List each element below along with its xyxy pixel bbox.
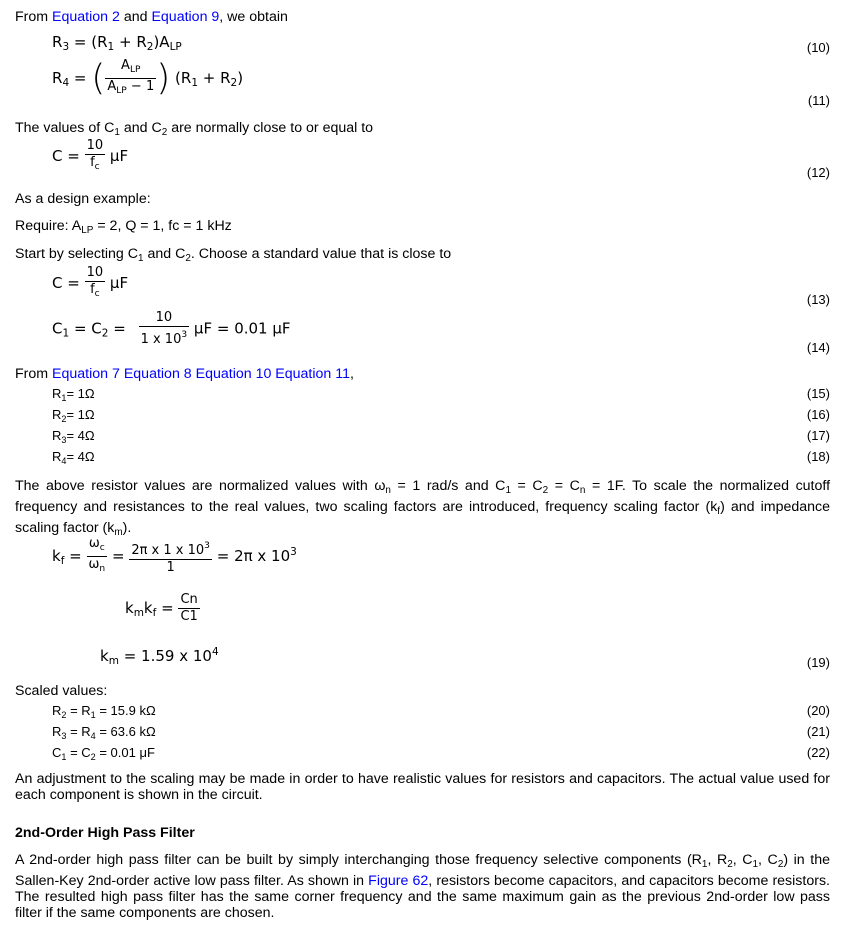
equation-10: $R_3 = (R_1 + R_2)A_{LP}$: [52, 33, 182, 53]
equation-12: C = $\frac{10}{f_c}$ μF: [52, 138, 129, 172]
kf-equation: $k_f$ = $\frac{\omega_c}{\omega_n}$ = $\frac{2\pi x 1 x 10^3}{1}$ = 2π x $10^3$: [52, 536, 297, 575]
equation-number-11: (11): [807, 93, 830, 108]
values-sentence: The values of $C_1$ and $C_2$ are normally close to or equal to: [15, 120, 374, 138]
equation-number-19: (19): [806, 655, 830, 670]
high-pass-heading: 2nd-Order High Pass Filter: [15, 825, 195, 841]
normalized-paragraph: The above resistor values are normalized values with $\omega_n = 1$ rad/s and $C_1 = C_2 = C_n = 1F$. To scale the normalized cutoff frequency and resistances to the real values, two scaling factors are introduced, frequency scaling factor $(k_f)$ and impedance scaling factor $(k_m)$.: [15, 478, 831, 538]
equation-number-14: (14): [806, 340, 830, 355]
equation-number: (21): [806, 724, 830, 739]
intro-and: and: [119, 9, 152, 25]
scaled-value-row: $R_3 = R_4 = 63.6$ kΩ: [52, 724, 156, 741]
figure-62-link[interactable]: Figure 62: [368, 873, 429, 889]
equation-13: C = $\frac{10}{f_c}$ μF: [52, 265, 129, 299]
equation-number: (18): [806, 449, 830, 464]
resistor-row: $R_2= 1\Omega$: [52, 407, 95, 424]
equation-number: (16): [806, 407, 830, 422]
scaled-value-row: $R_2 = R_1 = 15.9$ kΩ: [52, 703, 156, 720]
resistor-row: $R_3= 4\Omega$: [52, 428, 95, 445]
intro-prefix: From: [15, 9, 53, 25]
resistor-row: $R_1= 1\Omega$: [52, 386, 95, 403]
equation-11: $R_4$ = ( $\frac{A_{LP}}{A_{LP} - 1}$ ) $(R_1 + R_2)$: [52, 57, 244, 99]
equation-9-link[interactable]: Equation 9: [151, 9, 220, 25]
resistor-row: $R_4= 4\Omega$: [52, 449, 95, 466]
equation-number: (20): [806, 703, 830, 718]
intro-suffix: , we obtain: [219, 9, 288, 25]
equation-number: (22): [806, 745, 830, 760]
equation-number-10: (10): [806, 40, 830, 55]
equation-number: (17): [806, 428, 830, 443]
scaled-values-title: Scaled values:: [15, 683, 108, 699]
equation-number: (15): [806, 386, 830, 401]
kmkf-equation: $k_mk_f$ = $\frac{Cn}{C1}$: [125, 592, 198, 624]
require-line: Require: $A_{LP} = 2$, Q = 1, fc = 1 kHz: [15, 218, 232, 236]
intro-line: [15, 8, 288, 26]
equation-number-12: (12): [806, 165, 830, 180]
equation-links[interactable]: Equation 7 Equation 8 Equation 10 Equation 11: [52, 366, 350, 382]
equation-2-link[interactable]: Equation 2: [52, 9, 120, 25]
start-line: Start by selecting $C_1$ and $C_2$. Choose a standard value that is close to: [15, 246, 452, 264]
from-equations-line: From Equation 7 Equation 8 Equation 10 Equation 11,: [15, 366, 354, 382]
adjustment-paragraph: An adjustment to the scaling may be made in order to have realistic values for resistors and capacitors. The actual value used for each component is shown in the circuit.: [15, 771, 830, 803]
design-example-label: As a design example:: [15, 191, 151, 207]
scaled-value-row: $C_1 = C_2 = 0.01$ μF: [52, 745, 155, 762]
equation-number-13: (13): [806, 292, 830, 307]
high-pass-paragraph: A 2nd-order high pass filter can be built by simply interchanging those frequency selective components ($R_1$, $R_2$, $C_1$, $C_2$) in the Sallen-Key 2nd-order active low pass filter. As shown in Figure 62, resistors become capacitors, and capacitors become resistors. The resulted high pass filter has the same corner frequency and the same maximum gain as the previous 2nd-order low pass filter if the same components are chosen.: [15, 852, 830, 921]
equation-14: $C_1 = C_2$ = $\frac{10}{1 x 10^3}$ μF = 0.01 μF: [52, 310, 291, 347]
km-equation: $k_m = 1.59$ x $10^4$: [100, 646, 219, 667]
